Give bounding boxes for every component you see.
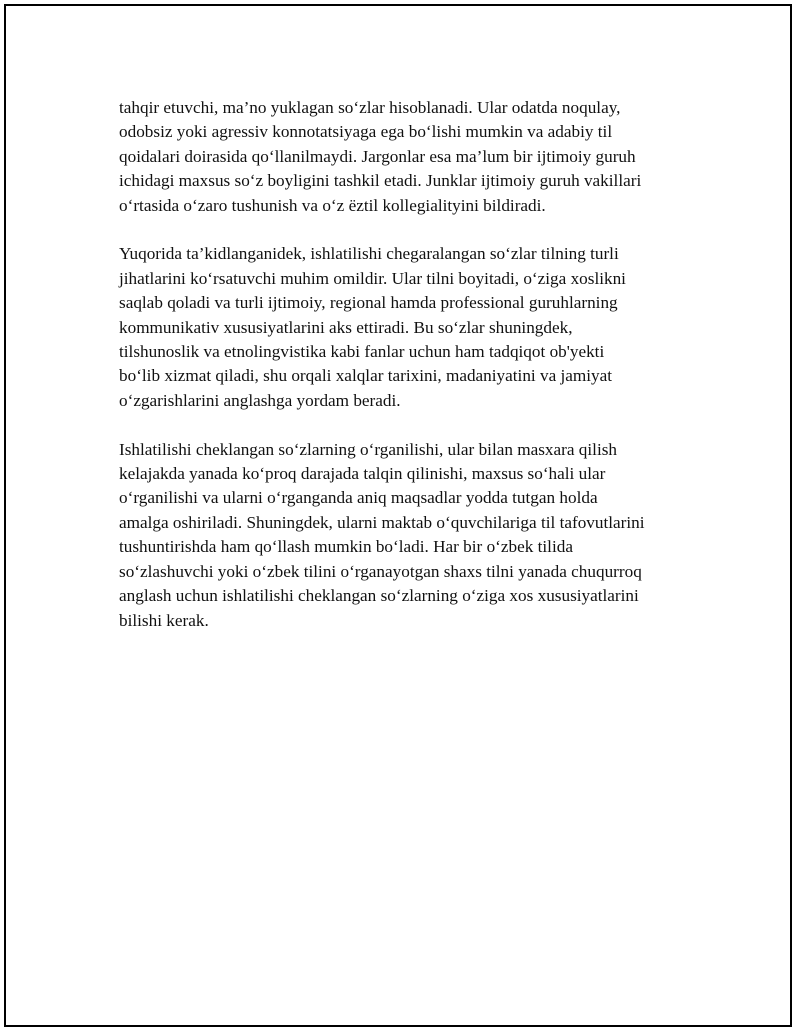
text-line: anglash uchun ishlatilishi cheklangan so‘zlarning o‘ziga xos xususiyatlarini xyxy=(119,586,639,606)
text-line: saqlab qoladi va turli ijtimoiy, regional hamda professional guruhlarning xyxy=(119,293,618,313)
text-line: bilishi kerak. xyxy=(119,610,209,630)
text-line: tushuntirishda ham qo‘llash mumkin bo‘ladi. Har bir o‘zbek tilida xyxy=(119,537,573,557)
text-line: bo‘lib xizmat qiladi, shu orqali xalqlar tarixini, madaniyatini va jamiyat xyxy=(119,366,613,386)
document-page xyxy=(4,4,792,1027)
text-line: Ishlatilishi cheklangan so‘zlarning o‘rganilishi, ular bilan masxara qilish xyxy=(119,439,618,459)
text-line: o‘rtasida o‘zaro tushunish va o‘z ёztil kollegialityini bildiradi. xyxy=(119,195,546,215)
text-line: qoidalari doirasida qo‘llanilmaydi. Jargonlar esa ma’lum bir ijtimoiy guruh xyxy=(119,146,636,166)
text-line: Yuqorida ta’kidlanganidek, ishlatilishi chegaralangan so‘zlar tilning turli xyxy=(119,244,619,264)
text-line: jihatlarini ko‘rsatuvchi muhim omildir. Ular tilni boyitadi, o‘ziga xoslikni xyxy=(119,268,626,288)
text-line: o‘zgarishlarini anglashga yordam beradi. xyxy=(119,390,401,410)
document-body xyxy=(119,96,709,657)
text-line: amalga oshiriladi. Shuningdek, ularni maktab o‘quvchilariga til tafovutlarini xyxy=(119,512,645,532)
paragraph-1 xyxy=(119,96,709,218)
text-line: tahqir etuvchi, ma’no yuklagan so‘zlar hisoblanadi. Ular odatda noqulay, xyxy=(119,98,621,117)
text-line: o‘rganilishi va ularni o‘rganganda aniq maqsadlar yodda tutgan holda xyxy=(119,488,598,508)
text-line: kommunikativ xususiyatlarini aks ettiradi. Bu so‘zlar shuningdek, xyxy=(119,317,573,337)
text-line: so‘zlashuvchi yoki o‘zbek tilini o‘rganayotgan shaxs tilni yanada chuqurroq xyxy=(119,561,642,581)
text-line: odobsiz yoki agressiv konnotatsiyaga ega bo‘lishi mumkin va adabiy til xyxy=(119,122,613,142)
text-line: kelajakda yanada ko‘proq darajada talqin qilinishi, maxsus so‘hali ular xyxy=(119,464,606,484)
text-line: ichidagi maxsus so‘z boyligini tashkil etadi. Junklar ijtimoiy guruh vakillari xyxy=(119,171,642,191)
paragraph-2 xyxy=(119,242,709,413)
text-line: tilshunoslik va etnolingvistika kabi fanlar uchun ham tadqiqot ob'yekti xyxy=(119,342,605,362)
paragraph-3 xyxy=(119,438,709,633)
